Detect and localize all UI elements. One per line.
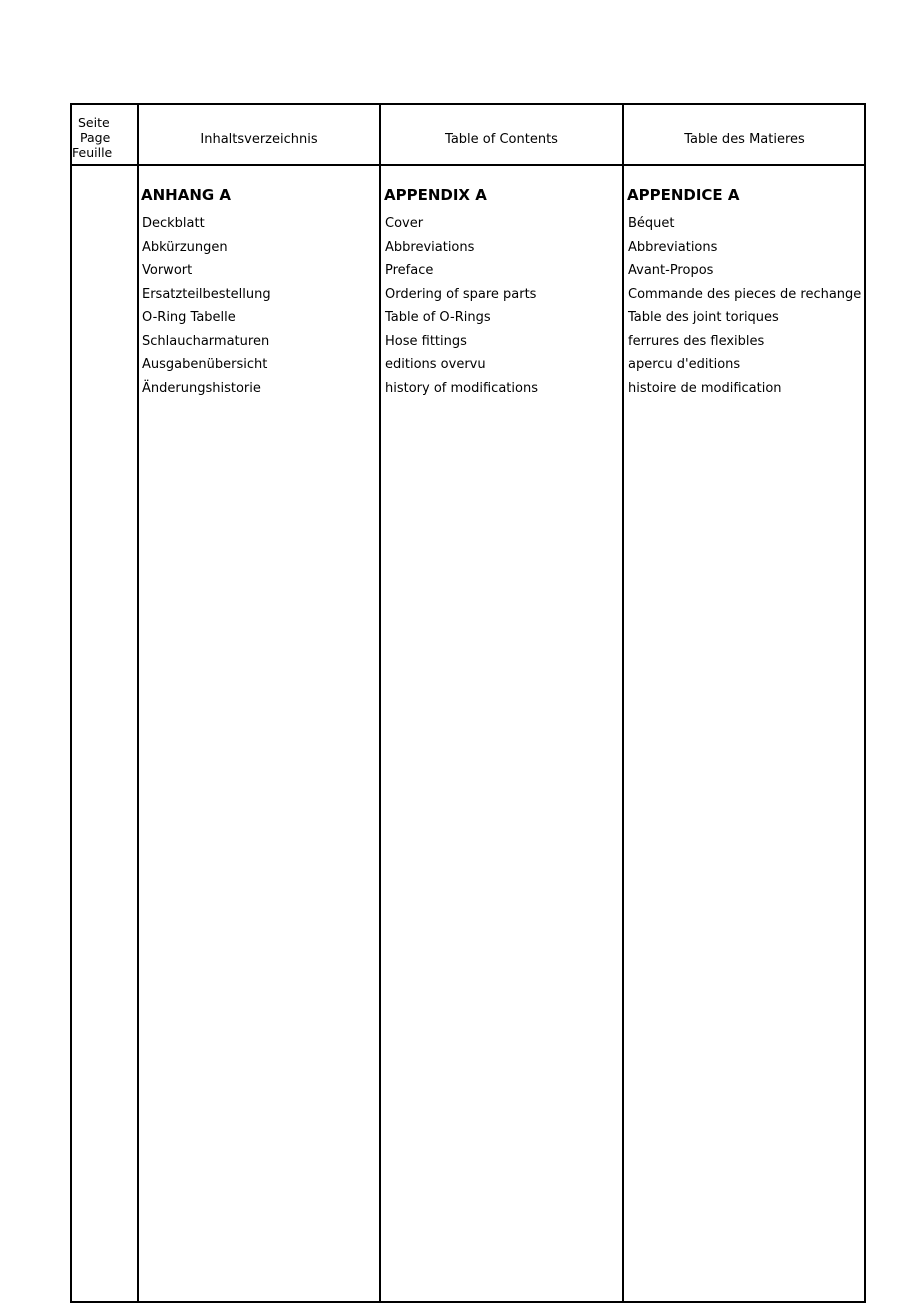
contents-entry: ferrures des flexibles: [628, 333, 765, 349]
page-label-french: Feuille: [72, 145, 113, 160]
contents-entry: Deckblatt: [142, 216, 205, 231]
contents-entry: Schlaucharmaturen: [142, 333, 270, 349]
section-heading: APPENDICE A: [627, 186, 740, 204]
contents-entry: Abbreviations: [385, 239, 475, 255]
contents-entry: editions overvu: [385, 357, 486, 372]
contents-entry: Ausgabenübersicht: [142, 357, 268, 372]
column-divider-page: [137, 103, 139, 1303]
column-divider-english: [622, 103, 624, 1303]
english-contents-column: [385, 186, 538, 404]
header-english: Table of Contents: [445, 132, 558, 147]
header-german: Inhaltsverzeichnis: [200, 132, 318, 147]
section-heading: ANHANG A: [141, 186, 232, 204]
contents-entry: Hose fittings: [385, 333, 467, 349]
header-divider: [70, 164, 866, 166]
section-heading: APPENDIX A: [384, 186, 487, 204]
contents-entry: Ersatzteilbestellung: [142, 286, 271, 302]
contents-entry: O-Ring Tabelle: [142, 310, 236, 325]
contents-entry: history of modifications: [385, 380, 538, 396]
french-contents-column: [628, 186, 861, 404]
contents-entry: Preface: [385, 263, 434, 278]
contents-entry: Abbreviations: [628, 239, 718, 255]
contents-entry: Béquet: [628, 216, 675, 231]
contents-entry: Vorwort: [142, 263, 193, 278]
column-divider-german: [379, 103, 381, 1303]
page-column-header: [72, 115, 138, 160]
contents-entry: Commande des pieces de rechange: [628, 286, 862, 302]
german-contents-column: [142, 186, 271, 404]
header-french: Table des Matieres: [684, 132, 805, 147]
contents-entry: Ordering of spare parts: [385, 286, 537, 302]
contents-entry: Table of O-Rings: [385, 310, 491, 325]
page-label-german: Seite: [78, 115, 110, 130]
contents-entry: Avant-Propos: [628, 263, 714, 278]
contents-entry: Abkürzungen: [142, 239, 228, 255]
contents-entry: Table des joint toriques: [628, 310, 779, 325]
contents-entry: apercu d'editions: [628, 357, 741, 372]
contents-entry: histoire de modification: [628, 380, 782, 396]
contents-entry: Cover: [385, 216, 424, 231]
page-label-english: Page: [80, 130, 111, 145]
contents-entry: Änderungshistorie: [142, 380, 261, 396]
